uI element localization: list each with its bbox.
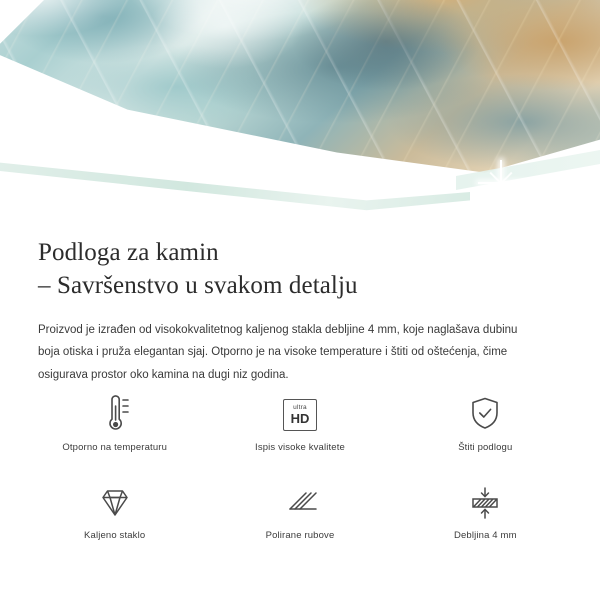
feature-label: Kaljeno staklo	[84, 530, 146, 541]
feature-grid	[0, 392, 600, 558]
ultra-hd-badge-bottom: HD	[290, 411, 310, 427]
text-content	[0, 218, 600, 386]
feature-label: Polirane rubove	[265, 530, 335, 541]
thermometer-icon	[95, 392, 135, 438]
shield-check-icon	[465, 392, 505, 438]
page-title-line1: Podloga za kamin	[38, 239, 219, 266]
feature-label: Otporno na temperaturu	[62, 442, 168, 453]
marble-glass-panel-photo	[0, 0, 600, 218]
feature-label: Ispis visoke kvalitete	[255, 442, 345, 453]
feature-item-tempered-glass	[22, 480, 207, 558]
thickness-4mm-icon	[463, 480, 507, 526]
feature-item-temperature	[22, 392, 207, 470]
smoke-overlay	[0, 0, 600, 218]
page-title-line2: – Savršenstvo u svakom detalju	[38, 272, 358, 299]
feature-label: Štiti podlogu	[458, 442, 513, 453]
feature-item-polished-edges	[207, 480, 392, 558]
feature-item-thickness	[393, 480, 578, 558]
ultra-hd-icon	[283, 392, 317, 438]
page-title	[0, 218, 600, 302]
feature-item-surface-protection	[393, 392, 578, 470]
hero-image	[0, 0, 600, 218]
product-description: Proizvod je izrađen od visokokvalitetnog kaljenog stakla debljine 4 mm, koje naglašava dubinu boja otiska i pruža elegantan sjaj. Otporno je na visoke temperature i štiti od oštećenja, čime osigurava prostor oko kamina na dugi niz godina.	[38, 324, 518, 381]
feature-item-print-quality	[207, 392, 392, 470]
diamond-icon	[93, 480, 137, 526]
feature-label: Debljina 4 mm	[453, 530, 517, 541]
polished-edges-icon	[278, 480, 322, 526]
ultra-hd-badge-top: ultra	[293, 403, 307, 411]
